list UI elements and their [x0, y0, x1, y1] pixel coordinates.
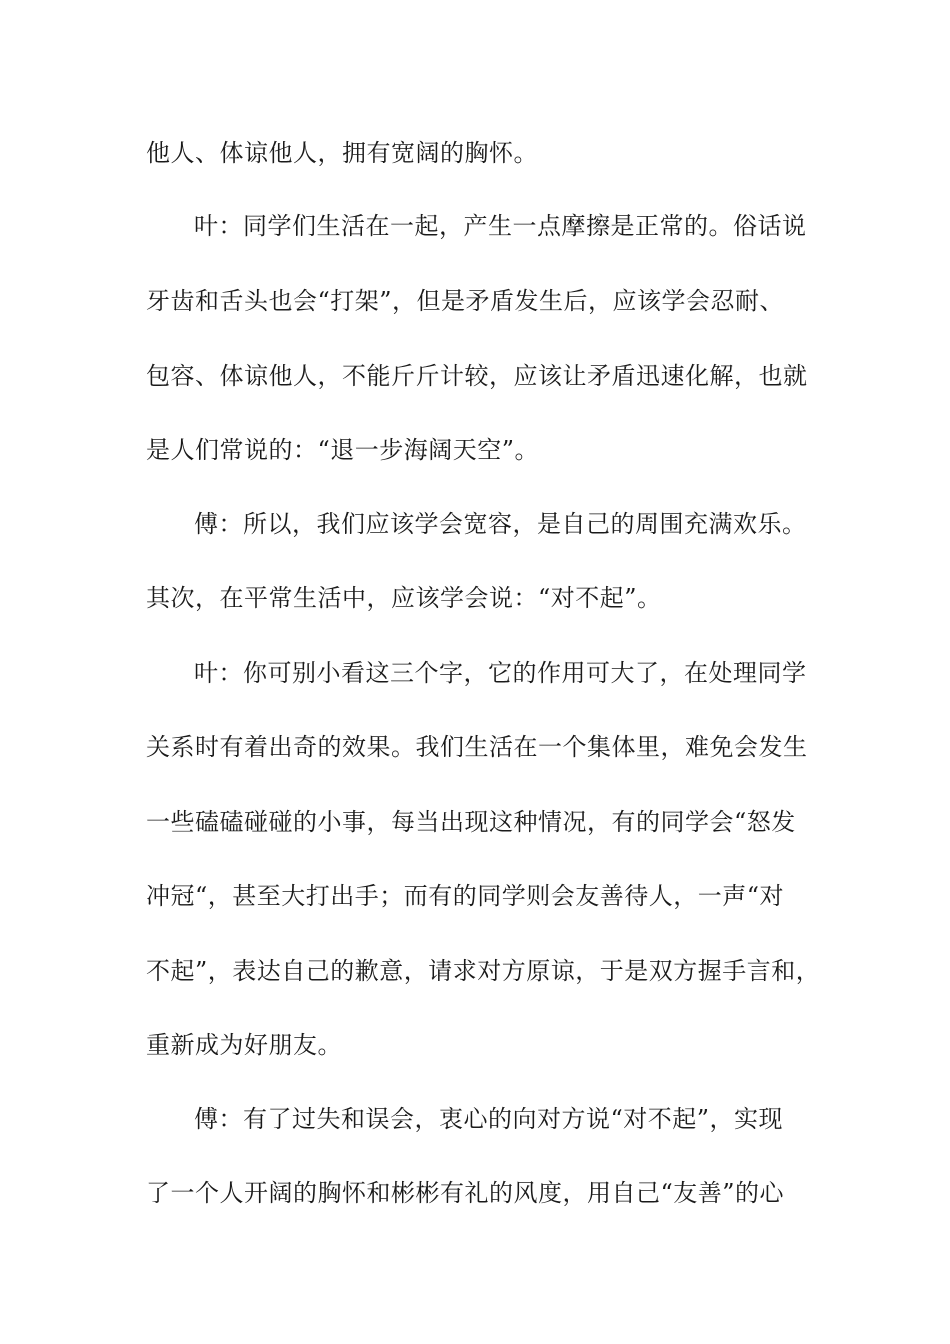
paragraph-line: 一些磕磕碰碰的小事，每当出现这种情况，有的同学会“怒发: [146, 808, 796, 836]
paragraph-first-line: 傅：有了过失和误会，衷心的向对方说“对不起”，实现: [194, 1105, 784, 1133]
paragraph-line: 不起”，表达自己的歉意，请求对方原谅，于是双方握手言和，: [146, 957, 821, 985]
paragraph-line: 关系时有着出奇的效果。我们生活在一个集体里，难免会发生: [146, 733, 808, 761]
paragraph-line: 包容、体谅他人，不能斤斤计较，应该让矛盾迅速化解，也就: [146, 362, 808, 390]
paragraph-first-line: 傅：所以，我们应该学会宽容，是自己的周围充满欢乐。: [194, 510, 807, 538]
paragraph-line: 牙齿和舌头也会“打架”，但是矛盾发生后，应该学会忍耐、: [146, 287, 785, 315]
paragraph-line: 其次，在平常生活中，应该学会说：“对不起”。: [146, 584, 662, 612]
paragraph-first-line: 叶：同学们生活在一起，产生一点摩擦是正常的。俗话说: [194, 212, 807, 240]
paragraph-line: 他人、体谅他人，拥有宽阔的胸怀。: [146, 139, 538, 167]
paragraph-line: 重新成为好朋友。: [146, 1031, 342, 1059]
paragraph-first-line: 叶：你可别小看这三个字，它的作用可大了，在处理同学: [194, 659, 807, 687]
paragraph-line: 是人们常说的：“退一步海阔天空”。: [146, 436, 540, 464]
paragraph-line: 冲冠“，甚至大打出手；而有的同学则会友善待人，一声“对: [146, 882, 785, 910]
paragraph-line: 了一个人开阔的胸怀和彬彬有礼的风度，用自己“友善”的心: [146, 1179, 785, 1207]
